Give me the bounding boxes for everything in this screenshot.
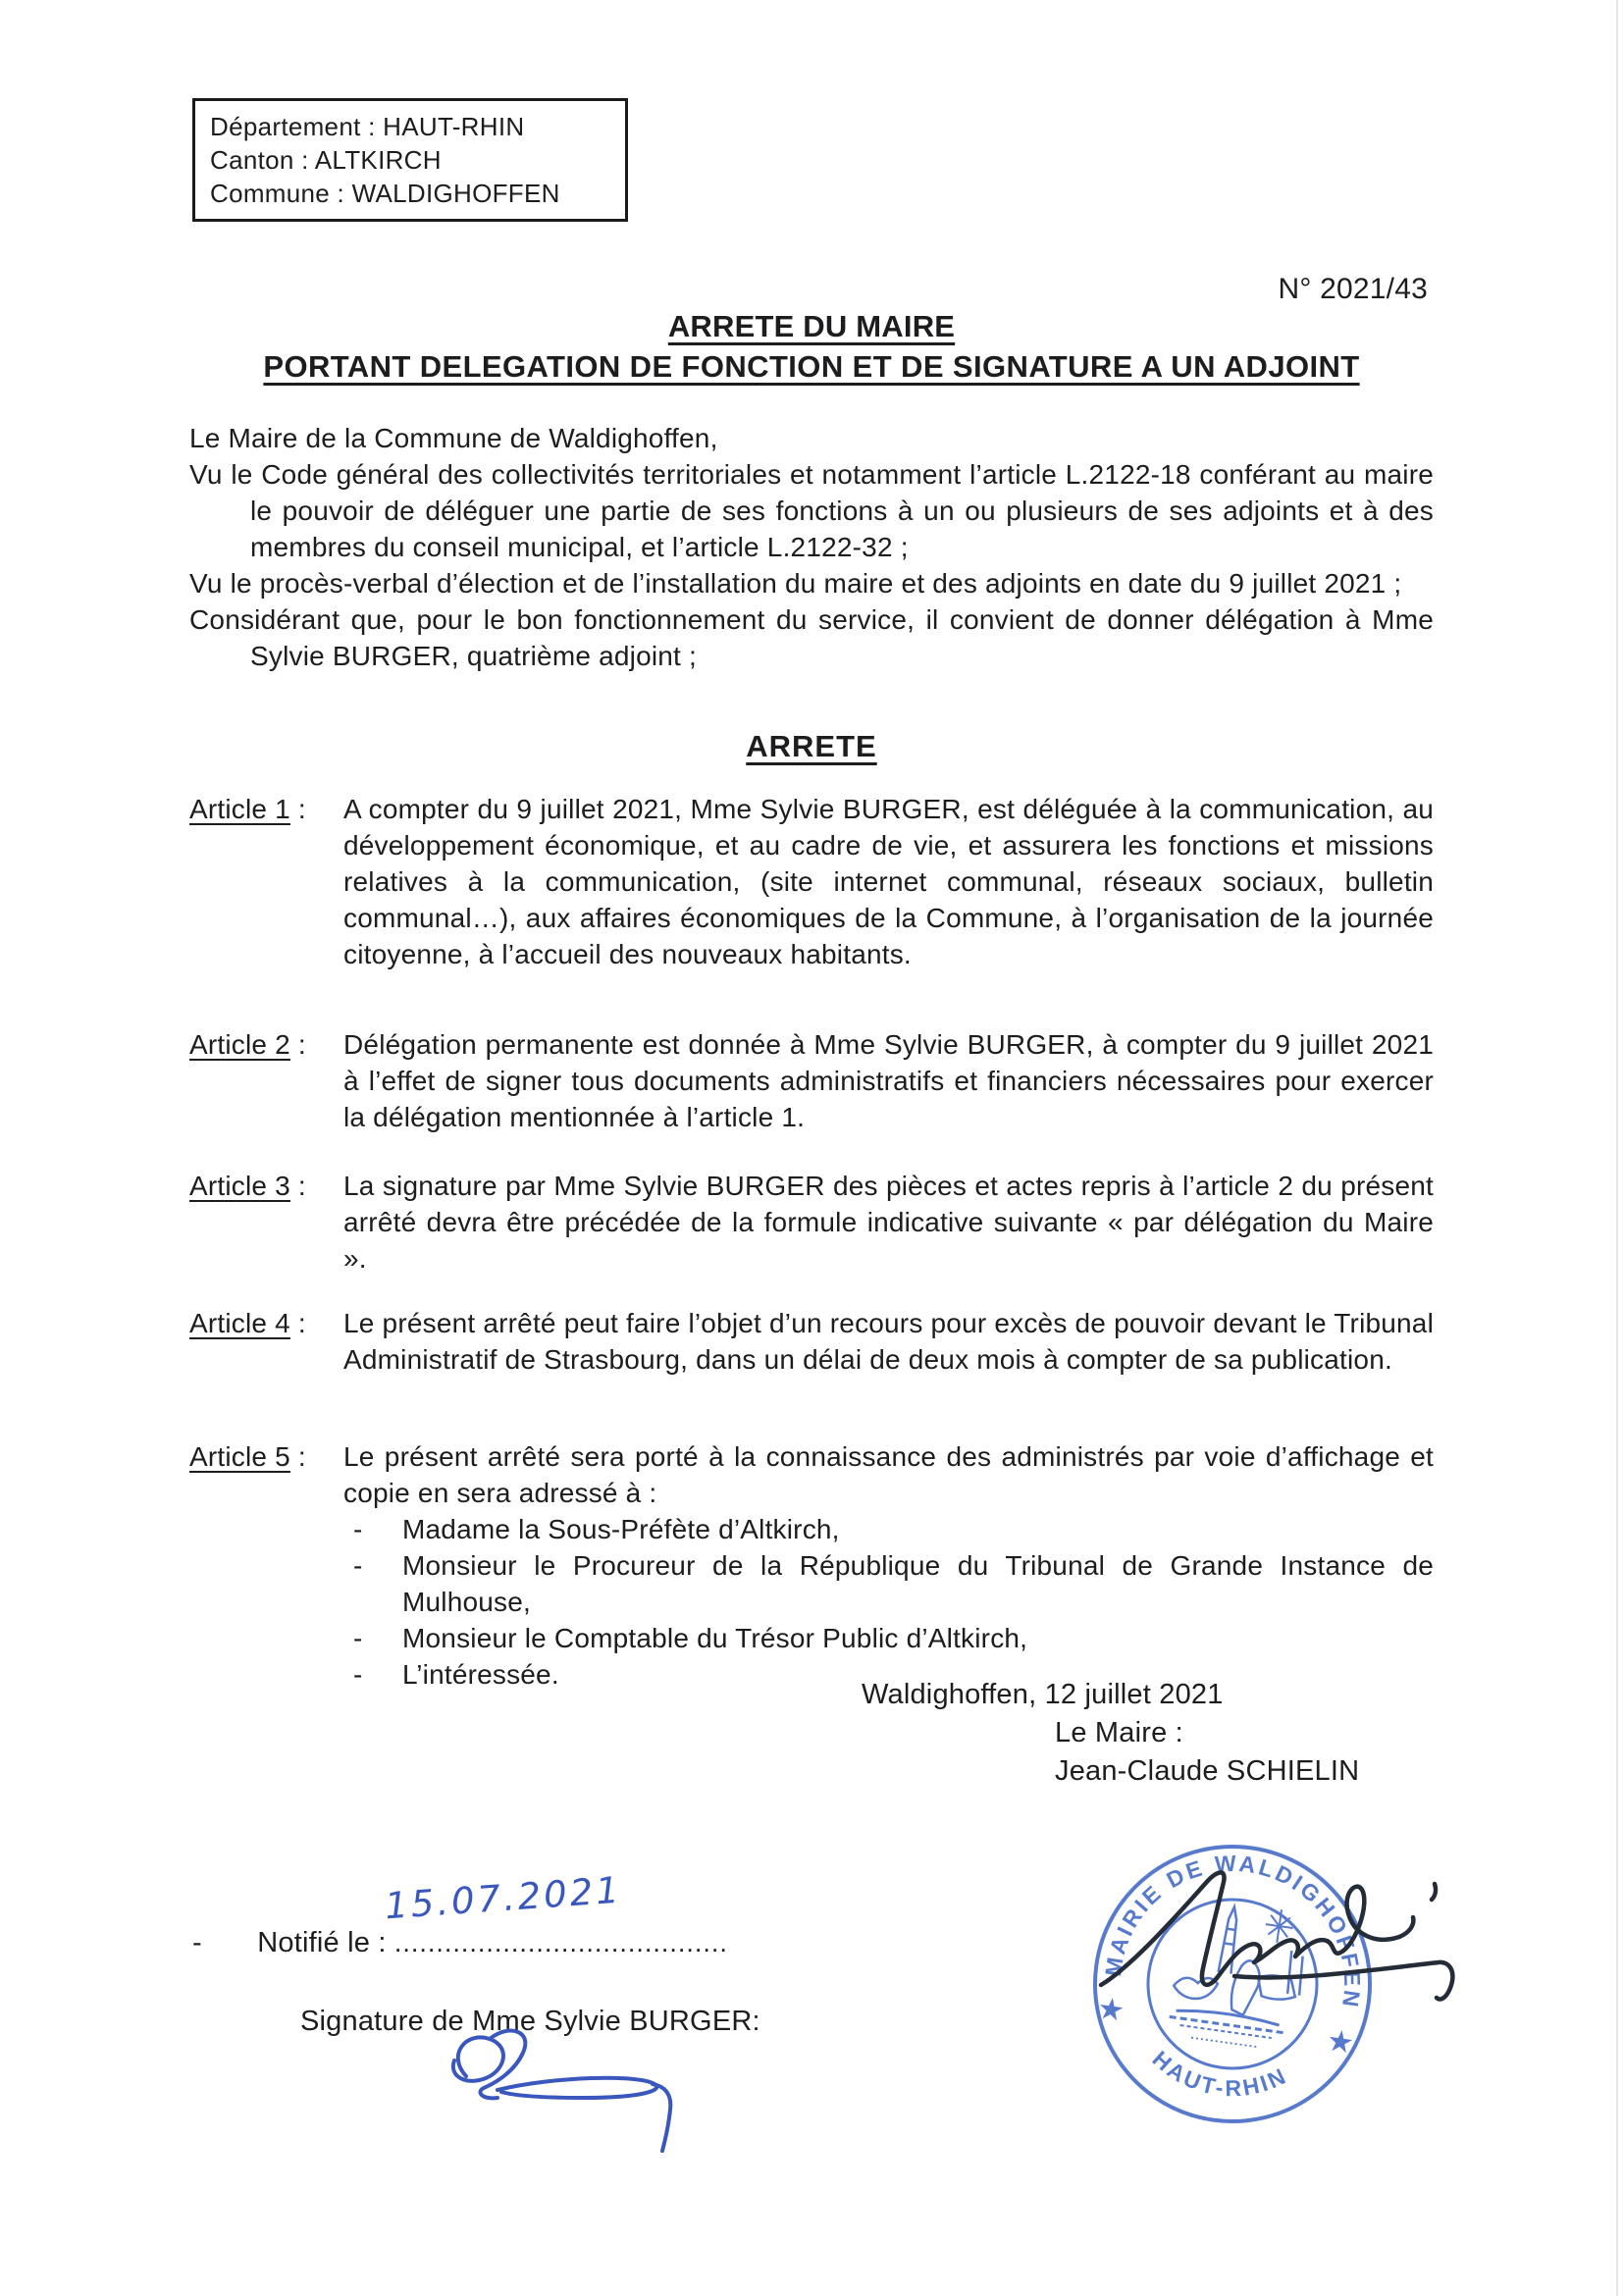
stamp-top-text: MAIRIE DE WALDIGHOFFEN xyxy=(1099,1850,1366,2011)
article-2-text: Délégation permanente est donnée à Mme Sylvie BURGER, à compter du 9 juillet 2021 à l’effet de signer tous documents administratifs et financiers nécessaires pour exercer la délégation mentionnée à l’article 1. xyxy=(343,1029,1434,1132)
star-icon: ★ xyxy=(1326,2025,1355,2059)
article-2-label: Article 2 : xyxy=(189,1029,306,1060)
star-icon: ★ xyxy=(1097,1993,1126,2026)
list-dash: - xyxy=(353,1623,363,1653)
article-4-label: Article 4 : xyxy=(189,1308,306,1338)
article-1 xyxy=(189,791,1434,972)
article-2 xyxy=(189,1026,1434,1135)
signer-title: Le Maire : xyxy=(1055,1717,1183,1748)
article-3-text: La signature par Mme Sylvie BURGER des pièces et actes repris à l’article 2 du présent arrêté devra être précédée de la formule indicative suivante « par délégation du Maire ». xyxy=(343,1171,1434,1274)
recipient-text: Monsieur le Procureur de la République du Tribunal de Grande Instance de Mulhouse, xyxy=(402,1550,1434,1617)
recipient-item xyxy=(343,1511,1434,1547)
canton-line: Canton : ALTKIRCH xyxy=(210,145,442,175)
recipient-item xyxy=(343,1620,1434,1656)
article-5-label: Article 5 : xyxy=(189,1441,306,1472)
commune-line: Commune : WALDIGHOFFEN xyxy=(210,179,560,208)
recipient-text: L’intéressée. xyxy=(402,1659,559,1690)
preamble-vu-code: Vu le Code général des collectivités territoriales et notamment l’article L.2122-18 conférant au maire le pouvoir de déléguer une partie de ses fonctions à un ou plusieurs de ses adjoints et à des membres du conseil municipal, et l’article L.2122-32 ; xyxy=(189,459,1434,562)
recipient-item xyxy=(343,1547,1434,1620)
handwritten-date: 15.07.2021 xyxy=(383,1868,624,1928)
article-5 xyxy=(189,1438,1434,1693)
article-1-text: A compter du 9 juillet 2021, Mme Sylvie BURGER, est déléguée à la communication, au développement économique, et au cadre de vie, et assurera les fonctions et missions relatives à la communication, (site internet communal, réseaux sociaux, bulletin communal…), aux affaires économiques de la Commune, à l’organisation de la journée citoyenne, à l’accueil des nouveaux habitants. xyxy=(343,794,1434,969)
stamp-bottom-text: HAUT-RHIN xyxy=(1147,2045,1292,2102)
notification-line xyxy=(192,1925,728,1961)
article-1-label: Article 1 : xyxy=(189,794,306,824)
adjoint-signature xyxy=(407,2021,721,2159)
document-number: N° 2021/43 xyxy=(1278,273,1428,305)
article-3 xyxy=(189,1168,1434,1277)
list-dash: - xyxy=(353,1514,363,1544)
dotted-line: ........................................ xyxy=(393,1928,728,1957)
preamble-intro: Le Maire de la Commune de Waldighoffen, xyxy=(189,423,718,453)
preamble xyxy=(189,420,1434,674)
list-dash: - xyxy=(353,1550,363,1581)
commune-info-box xyxy=(192,98,628,222)
article-3-label: Article 3 : xyxy=(189,1171,306,1201)
arrete-heading: ARRETE xyxy=(746,729,877,763)
signer-name: Jean-Claude SCHIELIN xyxy=(1055,1755,1360,1787)
article-5-text: Le présent arrêté sera porté à la connaissance des administrés par voie d’affichage et copie en sera adressé à : xyxy=(343,1441,1434,1508)
adjoint-signature-caption: Signature de Mme Sylvie BURGER: xyxy=(300,2006,760,2037)
preamble-considerant: Considérant que, pour le bon fonctionnement du service, il convient de donner délégation à Mme Sylvie BURGER, quatrième adjoint ; xyxy=(189,604,1434,671)
article-5-body xyxy=(343,1438,1434,1693)
document-subtitle: PORTANT DELEGATION DE FONCTION ET DE SIGNATURE A UN ADJOINT xyxy=(263,349,1360,384)
article-4 xyxy=(189,1305,1434,1378)
mayor-signature xyxy=(1070,1843,1482,2019)
departement-line: Département : HAUT-RHIN xyxy=(210,112,525,141)
notification-label: Notifié le : xyxy=(257,1927,387,1958)
notification-dash: - xyxy=(192,1927,202,1958)
recipient-text: Monsieur le Comptable du Trésor Public d’Altkirch, xyxy=(402,1623,1028,1653)
recipient-text: Madame la Sous-Préfète d’Altkirch, xyxy=(402,1514,840,1544)
place-date: Waldighoffen, 12 juillet 2021 xyxy=(862,1679,1224,1710)
article-4-text: Le présent arrêté peut faire l’objet d’un recours pour excès de pouvoir devant le Tribunal Administratif de Strasbourg, dans un délai de deux mois à compter de sa publication. xyxy=(343,1308,1434,1375)
preamble-vu-pv: Vu le procès-verbal d’élection et de l’installation du maire et des adjoints en date du 9 juillet 2021 ; xyxy=(189,568,1402,599)
scan-edge-artifact xyxy=(1616,0,1618,2296)
closing-block xyxy=(862,1676,1359,1791)
list-dash: - xyxy=(353,1659,363,1690)
document-title: ARRETE DU MAIRE xyxy=(667,309,956,343)
